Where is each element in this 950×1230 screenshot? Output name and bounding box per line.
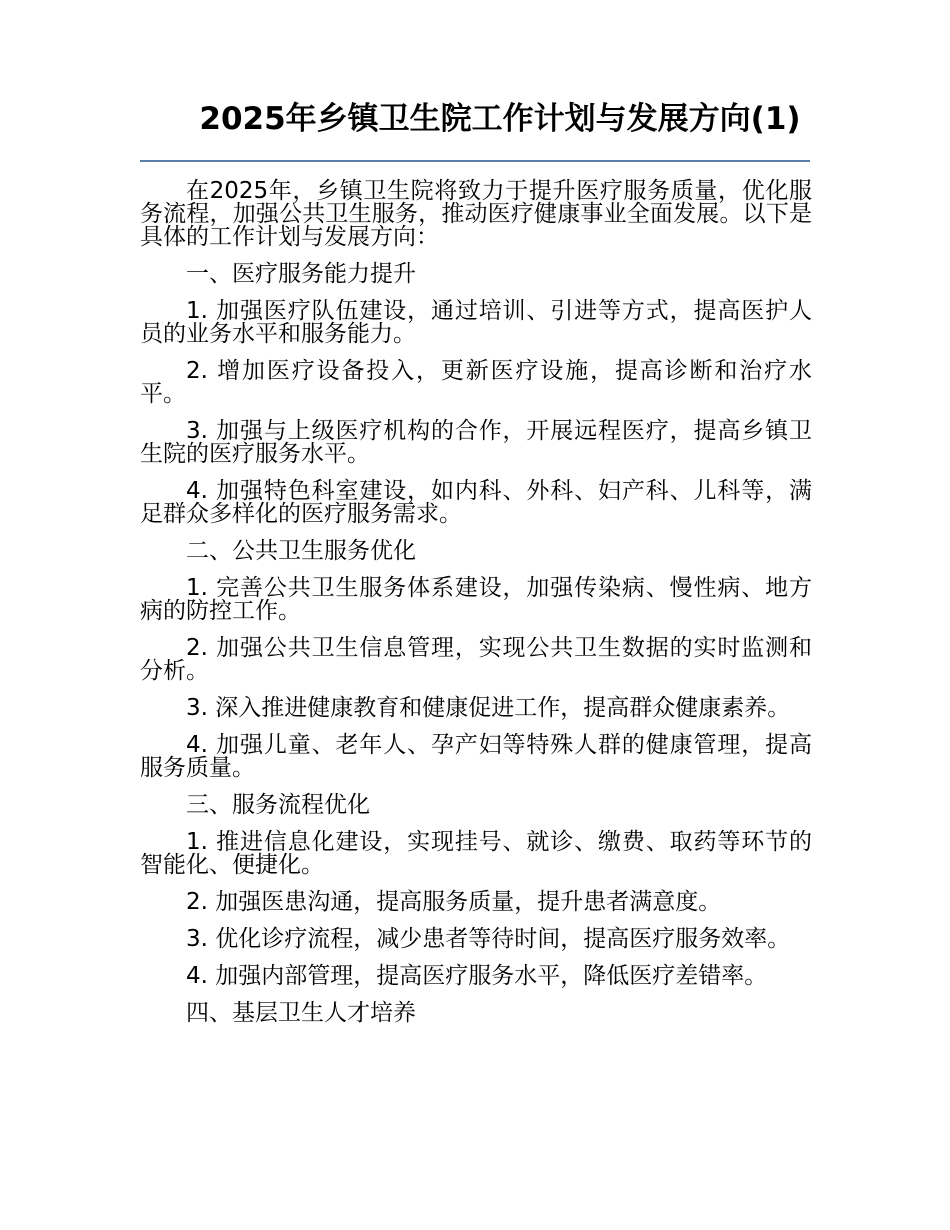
title-divider: [140, 160, 810, 162]
list-item: 3. 加强与上级医疗机构的合作，开展远程医疗，提高乡镇卫生院的医疗服务水平。: [140, 418, 812, 467]
section-heading-4: 四、基层卫生人才培养: [186, 1000, 416, 1026]
list-item: 3. 深入推进健康教育和健康促进工作，提高群众健康素养。: [186, 695, 791, 721]
list-item: 2. 加强医患沟通，提高服务质量，提升患者满意度。: [186, 889, 722, 915]
document-body: [140, 180, 812, 1039]
list-item: 3. 优化诊疗流程，减少患者等待时间，提高医疗服务效率。: [186, 926, 791, 952]
list-item: 2. 加强公共卫生信息管理，实现公共卫生数据的实时监测和分析。: [140, 635, 812, 684]
section-heading-3: 三、服务流程优化: [186, 792, 370, 818]
intro-paragraph: 在2025年，乡镇卫生院将致力于提升医疗服务质量，优化服务流程，加强公共卫生服务，推动医疗健康事业全面发展。以下是具体的工作计划与发展方向：: [140, 178, 812, 250]
document-title: 2025年乡镇卫生院工作计划与发展方向(1): [199, 101, 801, 137]
section-heading-1: 一、医疗服务能力提升: [186, 261, 416, 287]
list-item: 1. 加强医疗队伍建设，通过培训、引进等方式，提高医护人员的业务水平和服务能力。: [140, 298, 812, 347]
list-item: 4. 加强特色科室建设，如内科、外科、妇产科、儿科等，满足群众多样化的医疗服务需求。: [140, 478, 812, 527]
list-item: 1. 完善公共卫生服务体系建设，加强传染病、慢性病、地方病的防控工作。: [140, 575, 812, 624]
list-item: 2. 增加医疗设备投入，更新医疗设施，提高诊断和治疗水平。: [140, 358, 812, 407]
section-heading-2: 二、公共卫生服务优化: [186, 538, 416, 564]
list-item: 4. 加强内部管理，提高医疗服务水平，降低医疗差错率。: [186, 963, 768, 989]
list-item: 1. 推进信息化建设，实现挂号、就诊、缴费、取药等环节的智能化、便捷化。: [140, 829, 812, 878]
list-item: 4. 加强儿童、老年人、孕产妇等特殊人群的健康管理，提高服务质量。: [140, 732, 812, 781]
